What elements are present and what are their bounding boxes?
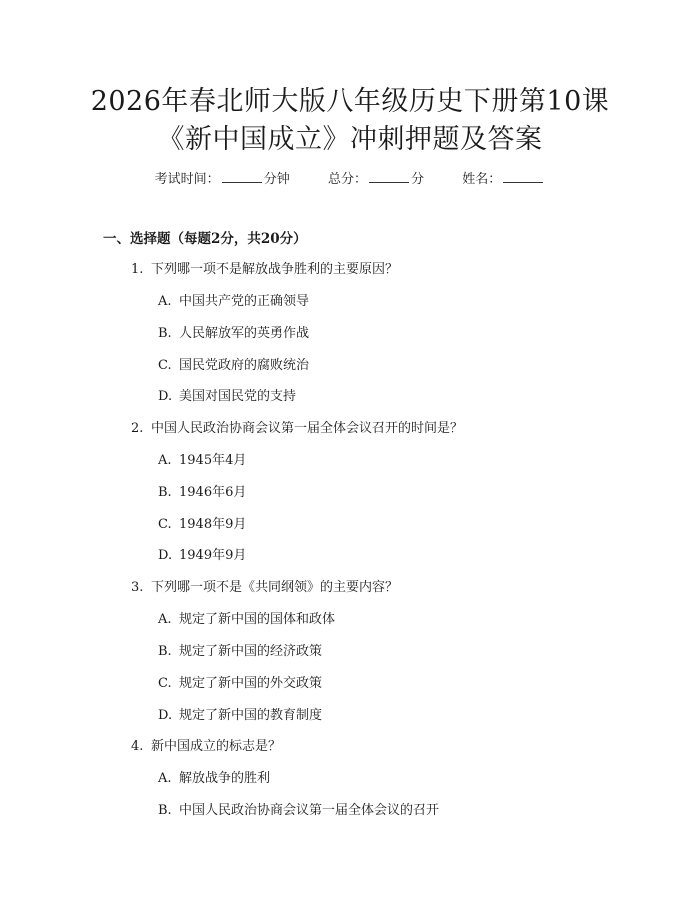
question-2-option-a	[158, 451, 246, 471]
question-text: 下列哪一项不是《共同纲领》的主要内容？	[151, 580, 399, 595]
question-4-option-b	[158, 801, 439, 821]
question-3-option-d	[158, 706, 322, 726]
question-2-option-b	[158, 483, 246, 503]
student-name-blank	[503, 168, 543, 183]
option-letter: C.	[158, 676, 172, 691]
document-title-line1: 2026年春北师大版八年级历史下册第10课	[90, 86, 610, 117]
option-text: 1949年9月	[179, 548, 247, 563]
question-number: 1.	[131, 262, 144, 277]
option-text: 人民解放军的英勇作战	[179, 326, 310, 341]
question-1	[131, 260, 398, 280]
option-letter: A.	[158, 612, 172, 627]
option-text: 国民党政府的腐败统治	[179, 358, 310, 373]
question-1-option-d	[158, 387, 296, 407]
total-score-unit: 分	[411, 172, 425, 187]
section-title-multiple-choice: 一、选择题（每题2分，共20分）	[103, 231, 307, 247]
option-letter: D.	[158, 708, 173, 723]
total-score-label: 总分：	[327, 172, 367, 187]
option-text: 规定了新中国的国体和政体	[179, 612, 336, 627]
option-letter: B.	[158, 326, 172, 341]
option-text: 1948年9月	[179, 517, 247, 532]
option-letter: C.	[158, 517, 172, 532]
option-letter: A.	[158, 453, 172, 468]
question-3-option-a	[158, 610, 335, 630]
question-2-option-c	[158, 515, 246, 535]
question-text: 新中国成立的标志是？	[151, 739, 282, 754]
student-name-label: 姓名：	[462, 172, 502, 187]
option-letter: B.	[158, 485, 172, 500]
option-letter: B.	[158, 803, 172, 818]
question-1-option-a	[158, 292, 309, 312]
option-letter: C.	[158, 358, 172, 373]
question-number: 2.	[131, 421, 144, 436]
option-text: 1946年6月	[179, 485, 247, 500]
option-letter: A.	[158, 771, 172, 786]
option-text: 中国人民政治协商会议第一届全体会议的召开	[179, 803, 440, 818]
question-number: 4.	[131, 739, 144, 754]
question-1-option-c	[158, 356, 309, 376]
option-text: 1945年4月	[179, 453, 247, 468]
option-text: 规定了新中国的经济政策	[179, 644, 323, 659]
option-text: 解放战争的胜利	[179, 771, 271, 786]
document-title-line2: 《新中国成立》冲刺押题及答案	[157, 124, 543, 155]
question-3	[131, 578, 398, 598]
question-2	[131, 419, 463, 439]
question-3-option-c	[158, 674, 322, 694]
option-text: 规定了新中国的教育制度	[179, 708, 323, 723]
question-4-option-a	[158, 769, 270, 789]
option-text: 规定了新中国的外交政策	[179, 676, 323, 691]
question-2-option-d	[158, 546, 246, 566]
question-text: 中国人民政治协商会议第一届全体会议召开的时间是？	[151, 421, 464, 436]
question-3-option-b	[158, 642, 322, 662]
option-letter: D.	[158, 389, 173, 404]
option-letter: A.	[158, 294, 172, 309]
question-4	[131, 737, 281, 757]
option-text: 中国共产党的正确领导	[179, 294, 310, 309]
question-number: 3.	[131, 580, 144, 595]
option-letter: D.	[158, 548, 173, 563]
option-letter: B.	[158, 644, 172, 659]
exam-info-line	[0, 168, 700, 190]
exam-time-unit: 分钟	[263, 172, 290, 187]
total-score-blank	[369, 168, 409, 183]
exam-time-label: 考试时间：	[154, 172, 220, 187]
option-text: 美国对国民党的支持	[179, 389, 297, 404]
exam-time-blank	[222, 168, 262, 183]
question-text: 下列哪一项不是解放战争胜利的主要原因？	[151, 262, 399, 277]
question-1-option-b	[158, 324, 309, 344]
